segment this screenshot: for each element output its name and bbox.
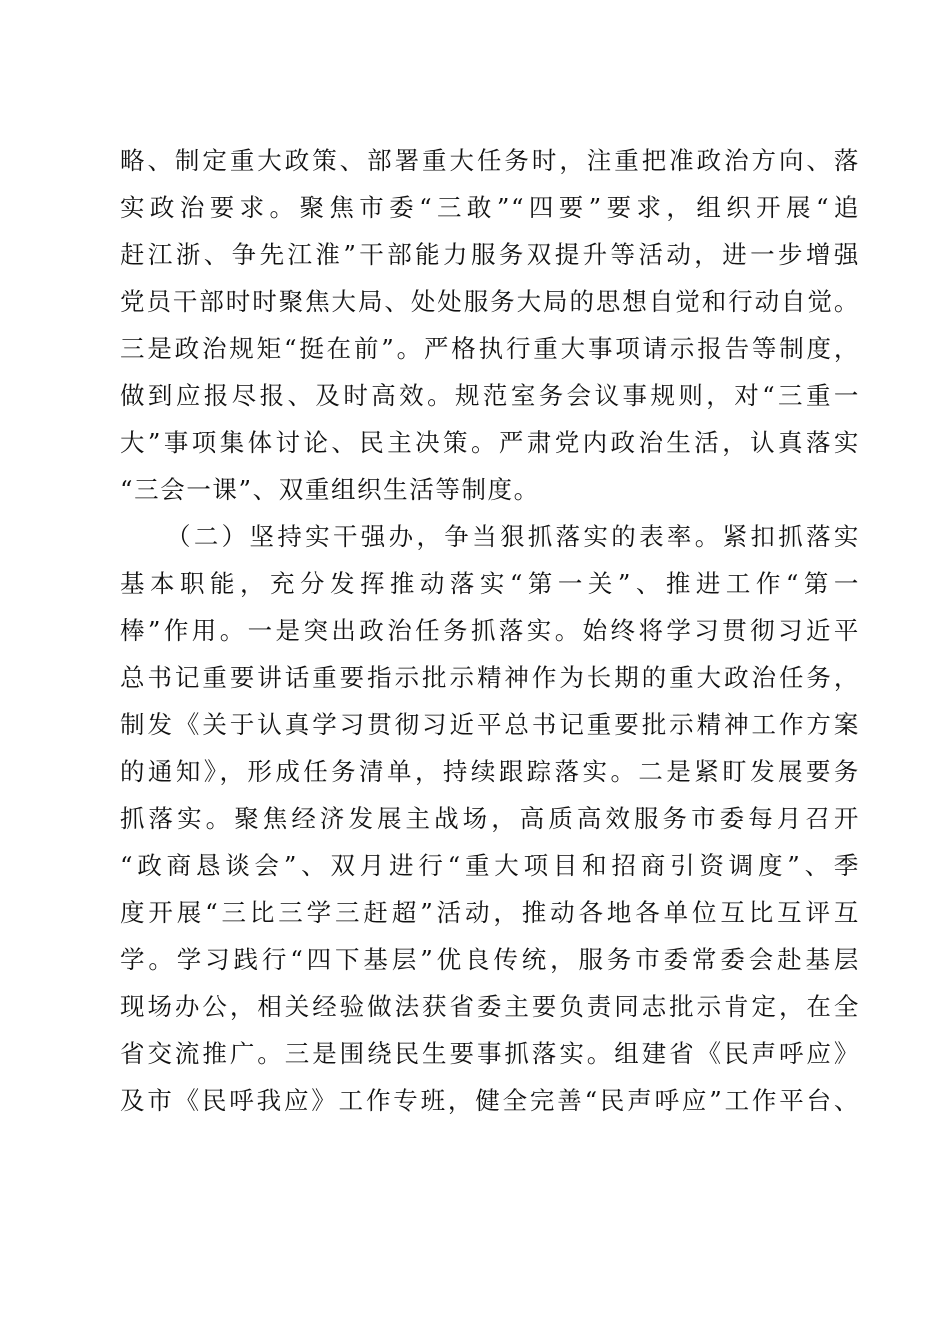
text-line: 抓落实。聚焦经济发展主战场，高质高效服务市委每月召开 (120, 804, 860, 833)
text-line: 略、制定重大政策、部署重大任务时，注重把准政治方向、落 (120, 146, 860, 175)
text-line: 实政治要求。聚焦市委“三敢”“四要”要求，组织开展“追 (120, 193, 860, 222)
text-line: 大”事项集体讨论、民主决策。严肃党内政治生活，认真落实 (120, 428, 860, 457)
text-line: 赶江浙、争先江淮”干部能力服务双提升等活动，进一步增强 (120, 240, 860, 269)
text-line: 棒”作用。一是突出政治任务抓落实。始终将学习贯彻习近平 (120, 616, 860, 645)
text-line: “政商恳谈会”、双月进行“重大项目和招商引资调度”、季 (120, 851, 860, 880)
text-line: 学。学习践行“四下基层”优良传统，服务市委常委会赴基层 (120, 945, 860, 974)
section-heading-line: （二）坚持实干强办，争当狠抓落实的表率。紧扣抓落实 (166, 522, 860, 551)
text-line: 总书记重要讲话重要指示批示精神作为长期的重大政治任务， (120, 663, 860, 692)
body-text (120, 137, 860, 1124)
text-line: “三会一课”、双重组织生活等制度。 (120, 475, 540, 504)
text-line: 三是政治规矩“挺在前”。严格执行重大事项请示报告等制度， (120, 334, 860, 363)
text-line: 做到应报尽报、及时高效。规范室务会议事规则，对“三重一 (120, 381, 860, 410)
text-line: 基本职能，充分发挥推动落实“第一关”、推进工作“第一 (120, 569, 860, 598)
text-line: 的通知》，形成任务清单，持续跟踪落实。二是紧盯发展要务 (120, 757, 860, 786)
text-line: 省交流推广。三是围绕民生要事抓落实。组建省《民声呼应》 (120, 1039, 860, 1068)
text-line: 党员干部时时聚焦大局、处处服务大局的思想自觉和行动自觉。 (120, 287, 860, 316)
text-line: 度开展“三比三学三赶超”活动，推动各地各单位互比互评互 (120, 898, 860, 927)
text-line: 制发《关于认真学习贯彻习近平总书记重要批示精神工作方案 (120, 710, 860, 739)
text-line: 现场办公，相关经验做法获省委主要负责同志批示肯定，在全 (120, 992, 860, 1021)
text-line: 及市《民呼我应》工作专班，健全完善“民声呼应”工作平台、 (120, 1086, 860, 1115)
